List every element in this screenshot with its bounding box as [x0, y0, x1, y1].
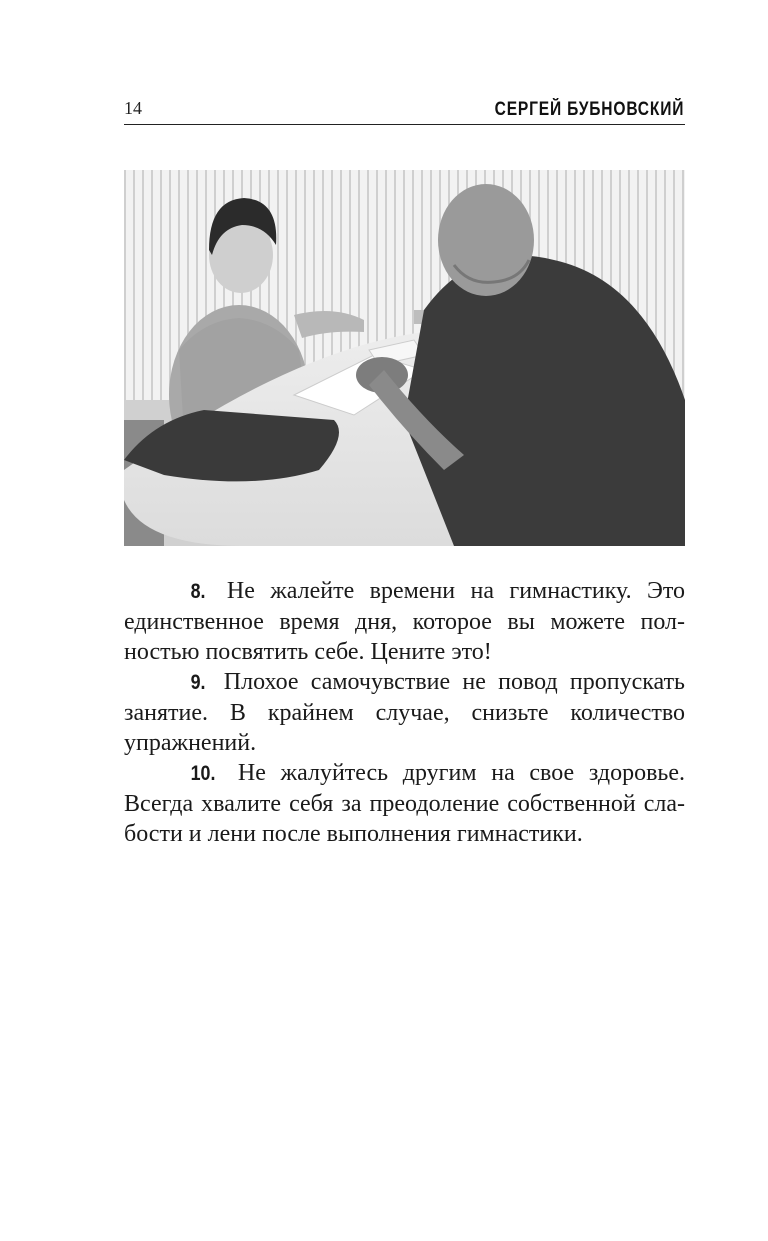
item-text: Плохое самочувствие не повод пропускать занятие. В крайнем случае, снизьте количество упражнений. — [124, 669, 686, 756]
item-text: Не жалейте времени на гимнастику. Это единственное время дня, которое вы можете полностью посвятить себе. Цените это! — [124, 578, 685, 665]
list-item — [124, 576, 685, 667]
body-text — [124, 576, 685, 849]
list-item — [124, 758, 685, 849]
list-item — [124, 667, 685, 758]
header-rule — [124, 124, 685, 125]
item-number: 10. — [190, 762, 216, 785]
item-number: 9. — [190, 671, 206, 694]
item-text: Не жалуйтесь другим на свое здоровье. Всегда хвалите себя за преодоление собственной слабости и лени после выполнения гимнастики. — [124, 760, 685, 847]
photo-doctor-consultation — [124, 170, 685, 546]
item-number: 8. — [190, 580, 206, 603]
running-head: СЕРГЕЙ БУБНОВСКИЙ — [494, 99, 684, 120]
page-number: 14 — [124, 98, 142, 118]
